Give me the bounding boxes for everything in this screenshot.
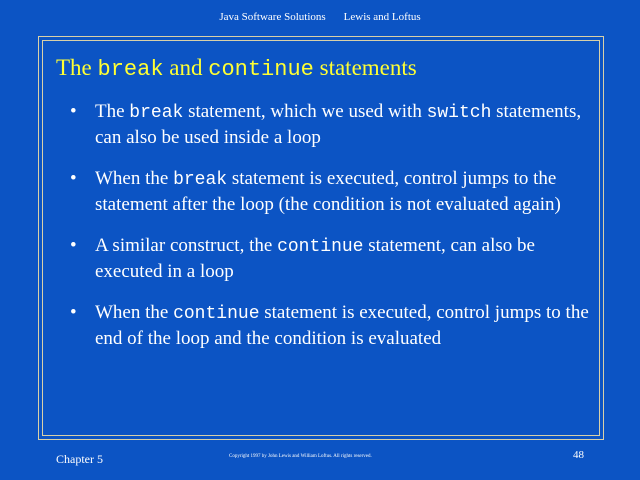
bullet-text: statement is executed, control jumps to the end of the loop and the condition is evaluated: [95, 302, 589, 349]
bullet-text: statement is executed, control jumps to the statement after the loop (the condition is not evaluated again): [95, 168, 561, 215]
bullet-text: statement, can also be executed in a loop: [95, 235, 535, 282]
bullet-text: When the: [95, 168, 174, 189]
title-code-break: break: [97, 57, 164, 82]
bullet-text: The: [95, 101, 130, 122]
book-title: Java Software Solutions: [219, 11, 326, 23]
bullet-text: A similar construct, the: [95, 235, 278, 256]
page-number: 48: [573, 449, 584, 461]
title-code-continue: continue: [208, 57, 314, 82]
bullet-dot-icon: •: [70, 101, 77, 122]
title-part: and: [163, 55, 209, 80]
title-part: statements: [313, 55, 417, 80]
bullet-item-3: [70, 234, 600, 284]
chapter-label: Chapter 5: [56, 452, 103, 466]
book-authors: Lewis and Loftus: [343, 11, 421, 23]
bullet-list: [70, 100, 600, 368]
bullet-code: continue: [277, 237, 364, 257]
title-part: The: [56, 55, 98, 80]
bullet-text: When the: [95, 302, 174, 323]
bullet-dot-icon: •: [70, 302, 77, 323]
bullet-item-2: [70, 167, 600, 217]
slide-header: [0, 11, 640, 23]
slide-title: [56, 55, 417, 82]
copyright-notice: Copyright 1997 by John Lewis and William Loftus. All rights reserved.: [229, 454, 372, 459]
bullet-code: break: [129, 103, 184, 123]
bullet-code: break: [173, 170, 228, 190]
bullet-dot-icon: •: [70, 235, 77, 256]
bullet-text: statement, which we used with: [183, 101, 427, 122]
bullet-dot-icon: •: [70, 168, 77, 189]
bullet-item-1: [70, 100, 600, 150]
bullet-item-4: [70, 301, 600, 351]
bullet-text: statements, can also be used inside a loop: [95, 101, 582, 148]
bullet-code: continue: [173, 304, 260, 324]
bullet-code: switch: [426, 103, 492, 123]
